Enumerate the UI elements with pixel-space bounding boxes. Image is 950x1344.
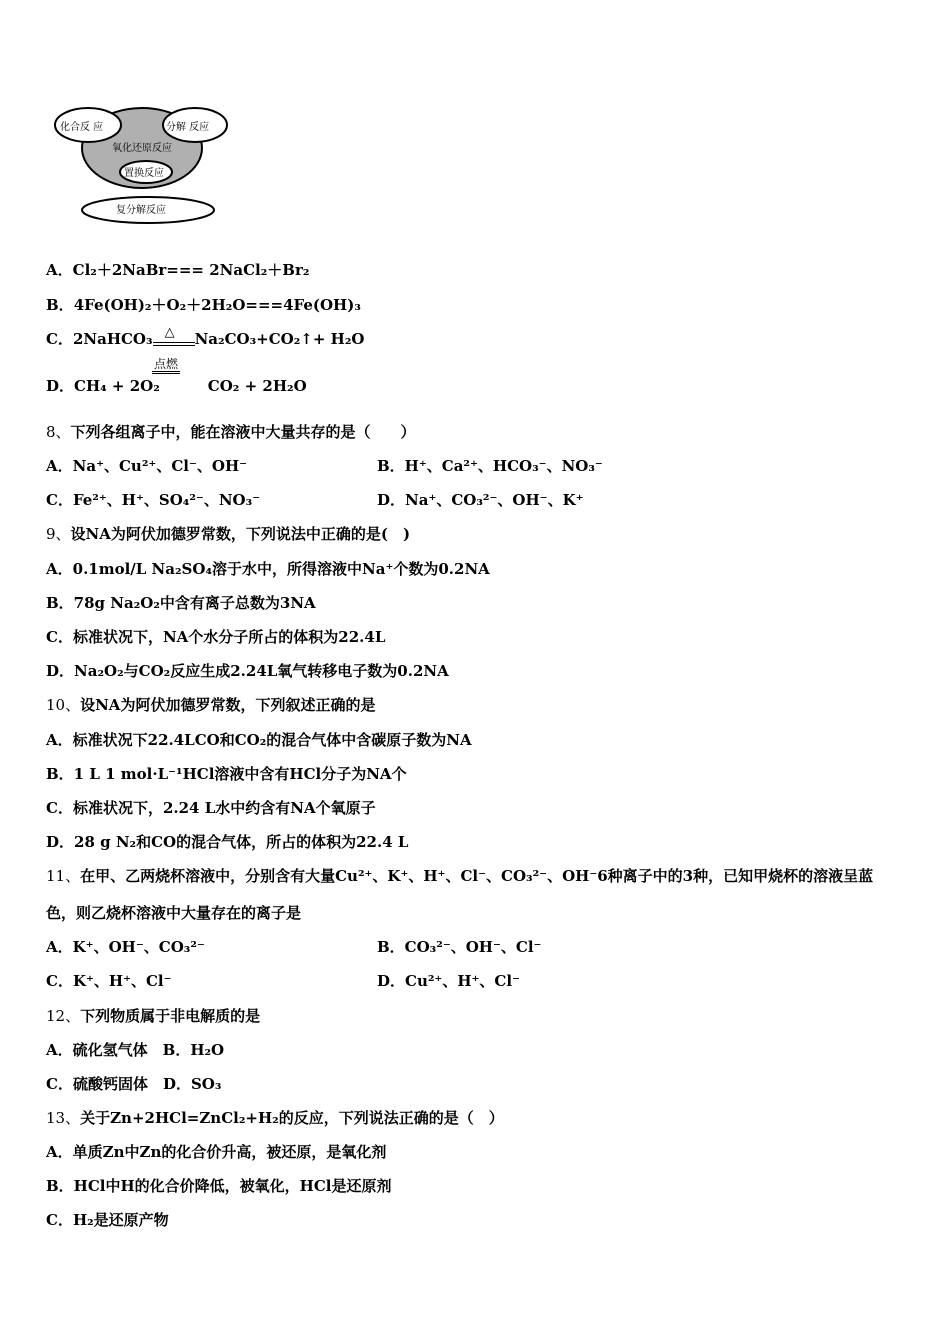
q7-option-c: C．2NaHCO₃ △ Na₂CO₃+CO₂↑+ H₂O: [46, 325, 365, 348]
q10-option-c: C．标准状况下，2.24 L水中约含有NA个氧原子: [46, 799, 376, 817]
ignition-condition: 点燃: [152, 358, 180, 374]
q12-stem: 12、下列物质属于非电解质的是: [46, 1007, 261, 1025]
q10-option-b: B．1 L 1 mol·L⁻¹HCl溶液中含有HCl分子为NA个: [46, 765, 407, 783]
displacement-label: 置换反应: [124, 168, 164, 179]
q10-stem: 10、设NA为阿伏加德罗常数，下列叙述正确的是: [46, 696, 376, 714]
q13-option-a: A．单质Zn中Zn的化合价升高，被还原，是氧化剂: [46, 1143, 387, 1161]
q12-options-cd: C．硫酸钙固体 D．SO₃: [46, 1075, 222, 1093]
q13-option-b: B．HCl中H的化合价降低，被氧化，HCl是还原剂: [46, 1177, 392, 1195]
reaction-type-diagram: [52, 100, 237, 230]
q8-option-a: A．Na⁺、Cu²⁺、Cl⁻、OH⁻: [46, 457, 248, 475]
q9-option-d: D．Na₂O₂与CO₂反应生成2.24L氧气转移电子数为0.2NA: [46, 662, 449, 680]
double-decomposition-label: 复分解反应: [116, 205, 166, 216]
q10-option-d: D．28 g N₂和CO的混合气体，所占的体积为22.4 L: [46, 833, 409, 851]
q11-option-c: C．K⁺、H⁺、Cl⁻: [46, 972, 172, 990]
q10-option-a: A．标准状况下22.4LCO和CO₂的混合气体中含碳原子数为NA: [46, 731, 472, 749]
q12-options-ab: A．硫化氢气体 B．H₂O: [46, 1041, 225, 1059]
q8-stem: 8、下列各组离子中，能在溶液中大量共存的是（ ）: [46, 423, 416, 441]
decomposition-label: 分解 反应: [166, 122, 210, 133]
q8-option-c: C．Fe²⁺、H⁺、SO₄²⁻、NO₃⁻: [46, 491, 261, 509]
q9-option-a: A．0.1mol/L Na₂SO₄溶于水中，所得溶液中Na⁺个数为0.2NA: [46, 560, 490, 578]
q9-option-c: C．标准状况下，NA个水分子所占的体积为22.4L: [46, 628, 386, 646]
combination-label: 化合反 应: [60, 122, 104, 133]
q9-option-b: B．78g Na₂O₂中含有离子总数为3NA: [46, 594, 316, 612]
q7-option-d: D．CH₄ + 2O₂ CO₂ + 2H₂O: [46, 377, 307, 395]
q7-option-a: A．Cl₂＋2NaBr=== 2NaCl₂＋Br₂: [46, 261, 310, 279]
q11-option-d: D．Cu²⁺、H⁺、Cl⁻: [377, 972, 520, 990]
q13-option-c: C．H₂是还原产物: [46, 1211, 169, 1229]
q11-option-b: B．CO₃²⁻、OH⁻、Cl⁻: [377, 938, 542, 956]
q7-option-b: B．4Fe(OH)₂＋O₂＋2H₂O===4Fe(OH)₃: [46, 296, 361, 314]
q8-option-b: B．H⁺、Ca²⁺、HCO₃⁻、NO₃⁻: [377, 457, 603, 475]
q11-stem-line1: 11、在甲、乙两烧杯溶液中，分别含有大量Cu²⁺、K⁺、H⁺、Cl⁻、CO₃²⁻、OH⁻6种离子中的3种，已知甲烧杯的溶液呈蓝: [46, 867, 874, 885]
q8-option-d: D．Na⁺、CO₃²⁻、OH⁻、K⁺: [377, 491, 584, 509]
q11-stem-line2: 色，则乙烧杯溶液中大量存在的离子是: [46, 904, 302, 922]
q9-stem: 9、设NA为阿伏加德罗常数，下列说法中正确的是( ): [46, 525, 411, 543]
heat-condition-sign: △: [153, 331, 195, 349]
redox-label: 氧化还原反应: [112, 143, 172, 154]
q11-option-a: A．K⁺、OH⁻、CO₃²⁻: [46, 938, 205, 956]
q13-stem: 13、关于Zn+2HCl=ZnCl₂+H₂的反应，下列说法正确的是（ ）: [46, 1109, 504, 1127]
